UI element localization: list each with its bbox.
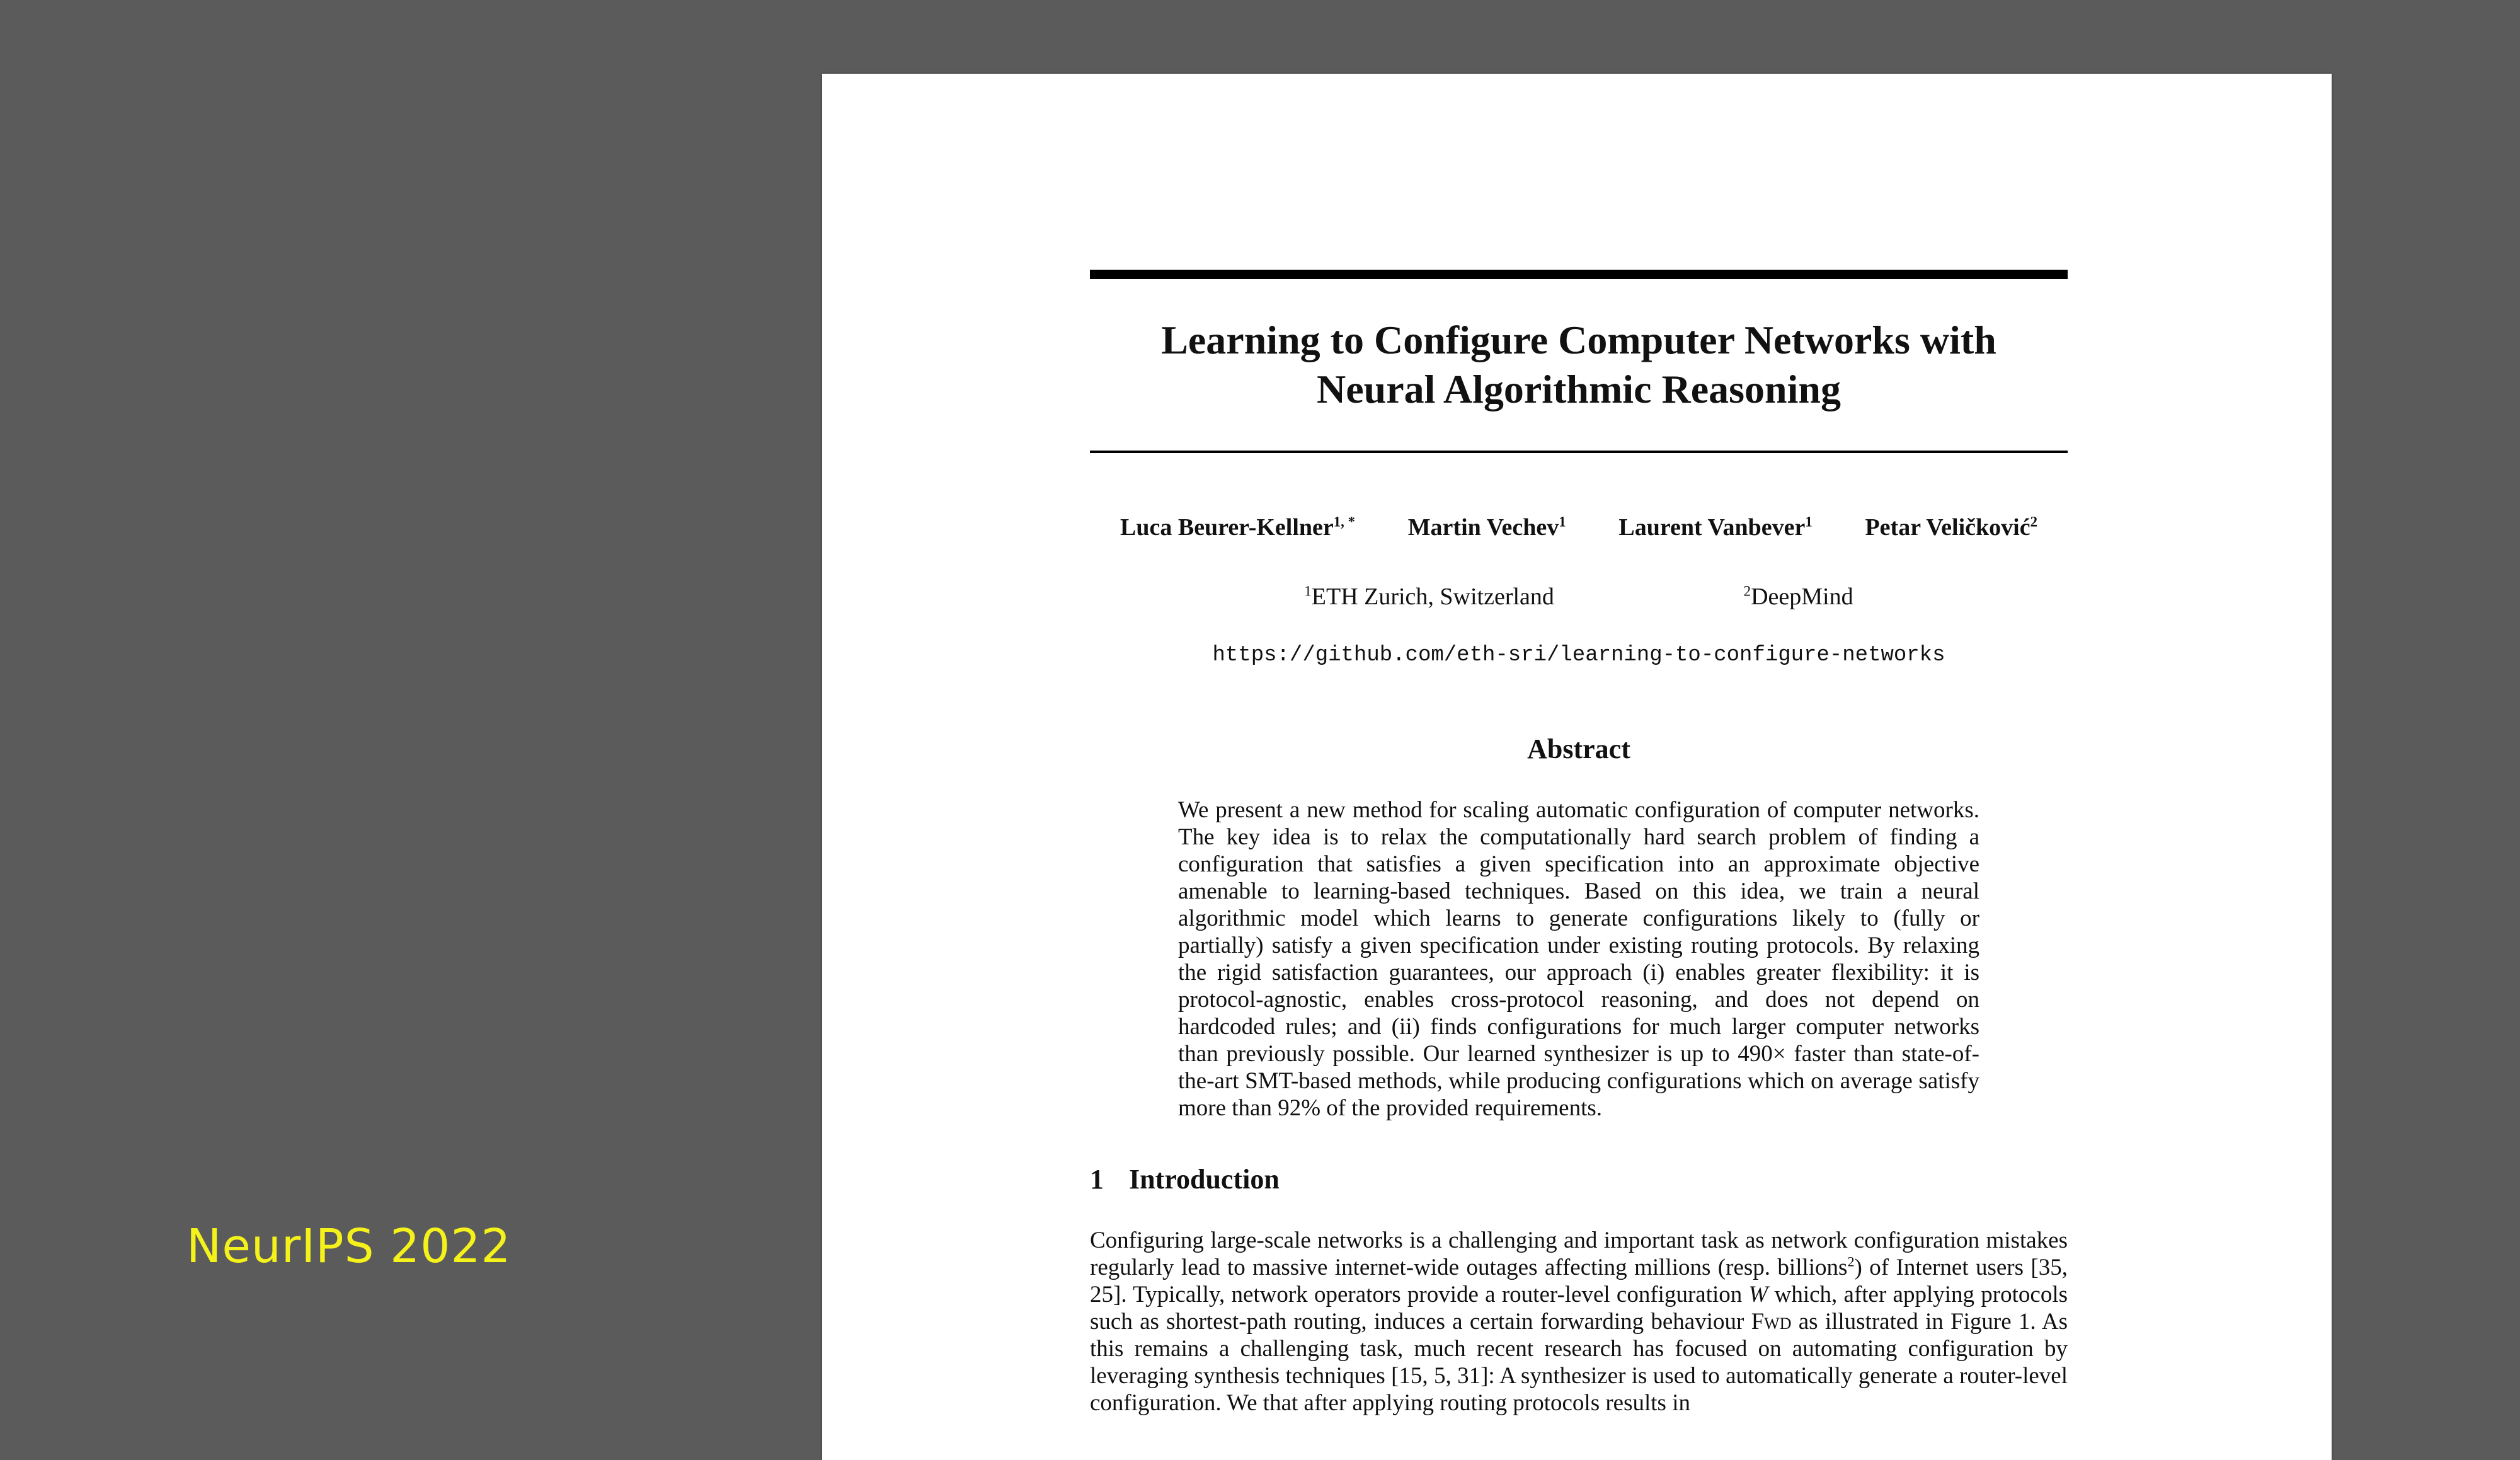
title-line-1: Learning to Configure Computer Networks with	[1161, 318, 1996, 362]
title-rule-top	[1090, 270, 2068, 279]
paper-title	[1090, 316, 2068, 414]
affiliation-list	[1090, 583, 2068, 611]
title-line-2: Neural Algorithmic Reasoning	[1317, 367, 1841, 411]
abstract-heading: Abstract	[1527, 733, 1630, 764]
affiliation: $^2$DeepMind	[1743, 583, 1853, 610]
venue-label: NeurIPS 2022	[186, 1219, 512, 1273]
introduction-paragraph: Configuring large-scale networks is a challenging and important task as network configuration mistakes regularly lead to massive internet-wide outages affecting millions (resp. billions$^2$) of Internet users [35, 25]. Typically, network operators provide a router-level configuration W which, after applying protocols such as shortest-path routing, induces a certain forwarding behaviour Fwd as illustrated in Figure 1. As this remains a challenging task, much recent research has focused on automating configuration by leveraging synthesis techniques [15, 5, 31]: A synthesizer is used to automatically generate a router-level configuration. We that after applying routing protocols results in	[1090, 1227, 2068, 1416]
section-number: 1	[1090, 1164, 1104, 1195]
abstract-body: We present a new method for scaling automatic configuration of computer networks. The key idea is to relax the computationally hard search problem of finding a configuration that satisfies a given specification into an approximate objective amenable to learning-based techniques. Based on this idea, we train a neural algorithmic model which learns to generate configurations likely to (fully or partially) satisfy a given specification under existing routing protocols. By relaxing the rigid satisfaction guarantees, our approach (i) enables greater flexibility: it is protocol-agnostic, enables cross-protocol reasoning, and does not depend on hardcoded rules; and (ii) finds configurations for much larger computer networks than previously possible. Our learned synthesizer is up to 490× faster than state-of-the-art SMT-based methods, while producing configurations which on average satisfy more than 92% of the provided requirements.	[1178, 797, 1979, 1121]
author: Luca Beurer-Kellner$^{1, *}$	[1120, 514, 1355, 541]
repo-url[interactable]: https://github.com/eth-sri/learning-to-configure-networks	[1212, 643, 1945, 667]
affiliation: $^1$ETH Zurich, Switzerland	[1304, 583, 1554, 610]
page-content	[1090, 270, 2068, 1417]
pdf-page	[822, 74, 2332, 1460]
title-rule-bottom	[1090, 451, 2068, 453]
author: Petar Veličković$^2$	[1865, 514, 2037, 541]
author: Martin Vechev$^1$	[1407, 514, 1566, 541]
author-list	[1090, 514, 2068, 541]
section-heading	[1090, 1163, 2068, 1195]
author: Laurent Vanbever$^1$	[1618, 514, 1813, 541]
section-title: Introduction	[1129, 1164, 1280, 1195]
